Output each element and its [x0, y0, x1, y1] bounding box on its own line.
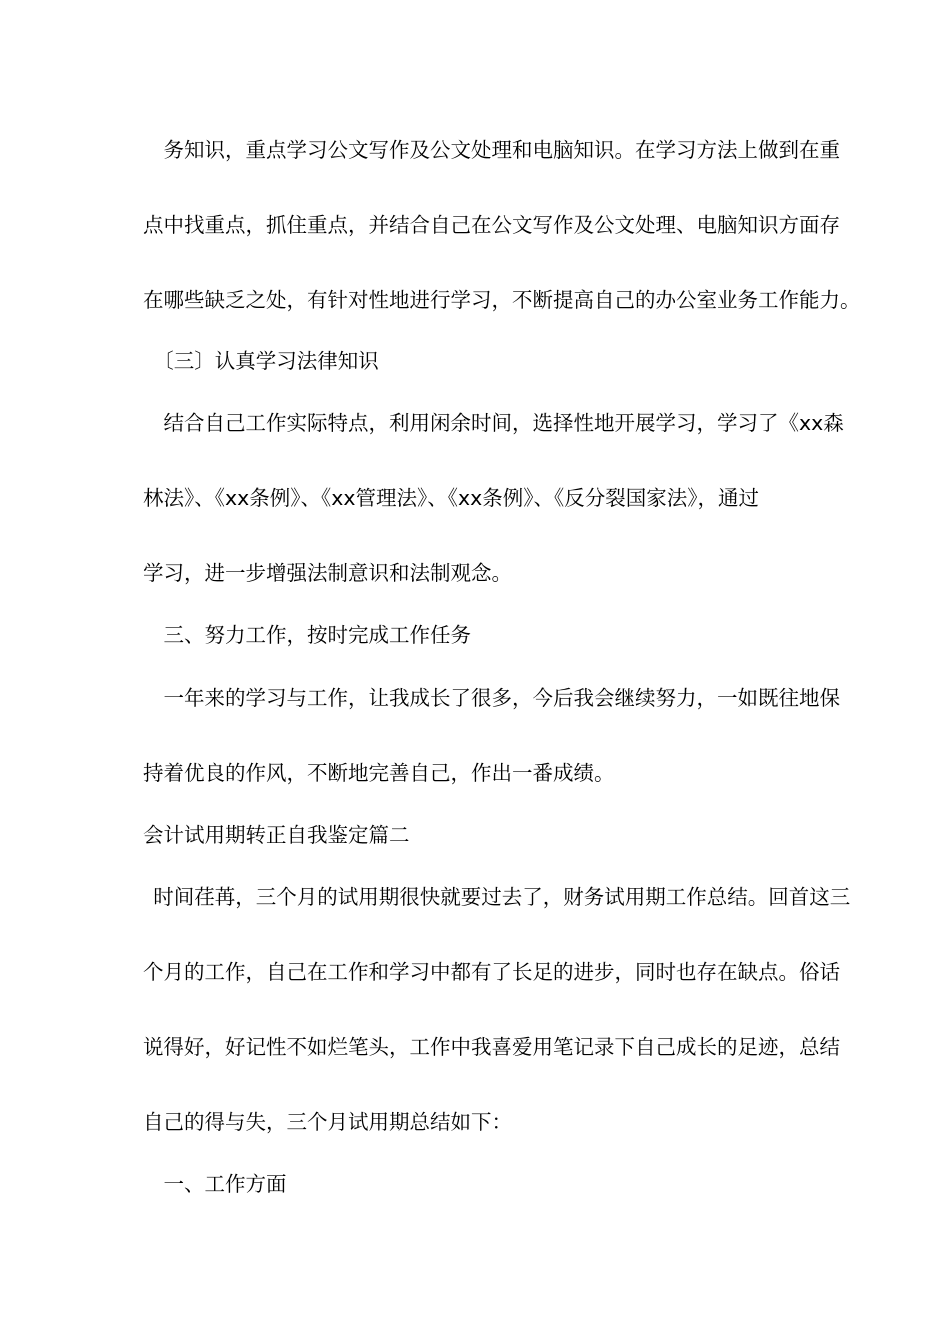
paragraph-line: 一年来的学习与工作，让我成长了很多，今后我会继续努力，一如既往地保	[143, 686, 840, 710]
paragraph-line: 点中找重点，抓住重点，并结合自己在公文写作及公文处理、电脑知识方面存	[143, 213, 840, 237]
article-title: 会计试用期转正自我鉴定篇二	[143, 823, 410, 847]
paragraph-line: 时间荏苒，三个月的试用期很快就要过去了，财务试用期工作总结。回首这三	[143, 885, 851, 909]
paragraph-line: 结合自己工作实际特点，利用闲余时间，选择性地开展学习，学习了《xx森	[143, 411, 844, 435]
paragraph-line: 自己的得与失，三个月试用期总结如下：	[143, 1110, 512, 1134]
section-heading: 一、工作方面	[143, 1172, 287, 1196]
paragraph-line: 个月的工作，自己在工作和学习中都有了长足的进步，同时也存在缺点。俗话	[143, 960, 840, 984]
section-heading: 〔三〕认真学习法律知识	[143, 349, 379, 373]
section-heading: 三、努力工作，按时完成工作任务	[143, 623, 471, 647]
paragraph-line: 林法》、《xx条例》、《xx管理法》、《xx条例》、《反分裂国家法》，通过	[143, 486, 760, 510]
paragraph-line: 持着优良的作风，不断地完善自己，作出一番成绩。	[143, 761, 615, 785]
paragraph-line: 学习，进一步增强法制意识和法制观念。	[143, 561, 512, 585]
paragraph-line: 说得好，好记性不如烂笔头，工作中我喜爱用笔记录下自己成长的足迹，总结	[143, 1035, 840, 1059]
paragraph-line: 在哪些缺乏之处，有针对性地进行学习，不断提高自己的办公室业务工作能力。	[143, 288, 861, 312]
paragraph-line: 务知识，重点学习公文写作及公文处理和电脑知识。在学习方法上做到在重	[143, 138, 840, 162]
